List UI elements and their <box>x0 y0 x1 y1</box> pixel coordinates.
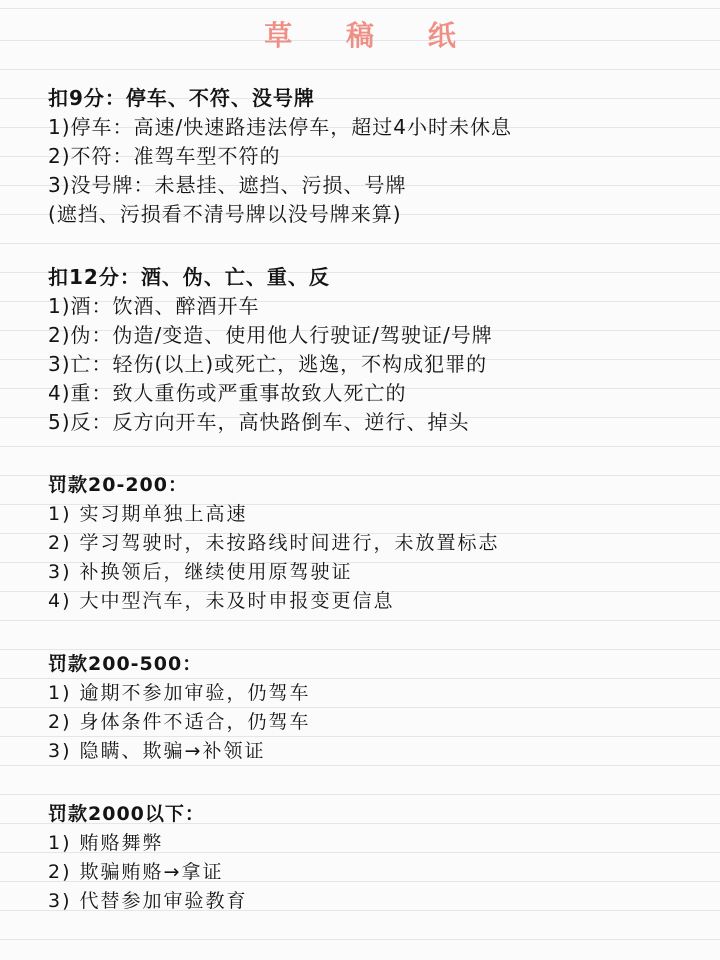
section-fine-200-500 <box>48 650 698 766</box>
note-line: 3)没号牌：未悬挂、遮挡、污损、号牌 <box>48 173 407 197</box>
note-line: 2) 欺骗贿赂→拿证 <box>48 861 224 883</box>
section-fine-20-200 <box>48 471 698 616</box>
note-line: 5)反：反方向开车，高快路倒车、逆行、掉头 <box>48 410 470 434</box>
note-line: 2) 学习驾驶时，未按路线时间进行，未放置标志 <box>48 532 500 554</box>
section-12-points <box>48 263 698 437</box>
section-heading: 扣12分：酒、伪、亡、重、反 <box>48 265 330 289</box>
note-line: 1)停车：高速/快速路违法停车，超过4小时未休息 <box>48 115 512 139</box>
note-line: 1) 逾期不参加审验，仍驾车 <box>48 682 311 704</box>
note-line: 3)亡：轻伤(以上)或死亡，逃逸，不构成犯罪的 <box>48 352 488 376</box>
note-line: 1) 实习期单独上高速 <box>48 503 248 525</box>
section-heading: 罚款2000以下： <box>48 803 205 825</box>
note-line: 3) 补换领后，继续使用原驾驶证 <box>48 561 353 583</box>
note-line: 3) 隐瞒、欺骗→补领证 <box>48 740 266 762</box>
note-line: 4) 大中型汽车，未及时申报变更信息 <box>48 590 395 612</box>
note-line: 1)酒：饮酒、醉酒开车 <box>48 294 260 318</box>
note-line: (遮挡、污损看不清号牌以没号牌来算) <box>48 202 402 226</box>
page-title: 草 稿 纸 <box>264 19 478 52</box>
section-heading: 扣9分：停车、不符、没号牌 <box>48 86 315 110</box>
note-line: 1) 贿赂舞弊 <box>48 832 164 854</box>
note-line: 3) 代替参加审验教育 <box>48 890 248 912</box>
note-line: 2) 身体条件不适合，仍驾车 <box>48 711 311 733</box>
section-heading: 罚款20-200： <box>48 474 188 496</box>
section-heading: 罚款200-500： <box>48 653 203 675</box>
note-line: 4)重：致人重伤或严重事故致人死亡的 <box>48 381 407 405</box>
section-fine-under-2000 <box>48 800 698 916</box>
note-line: 2)不符：准驾车型不符的 <box>48 144 281 168</box>
notes-body <box>48 84 698 916</box>
section-9-points <box>48 84 698 229</box>
note-line: 2)伪：伪造/变造、使用他人行驶证/驾驶证/号牌 <box>48 323 493 347</box>
